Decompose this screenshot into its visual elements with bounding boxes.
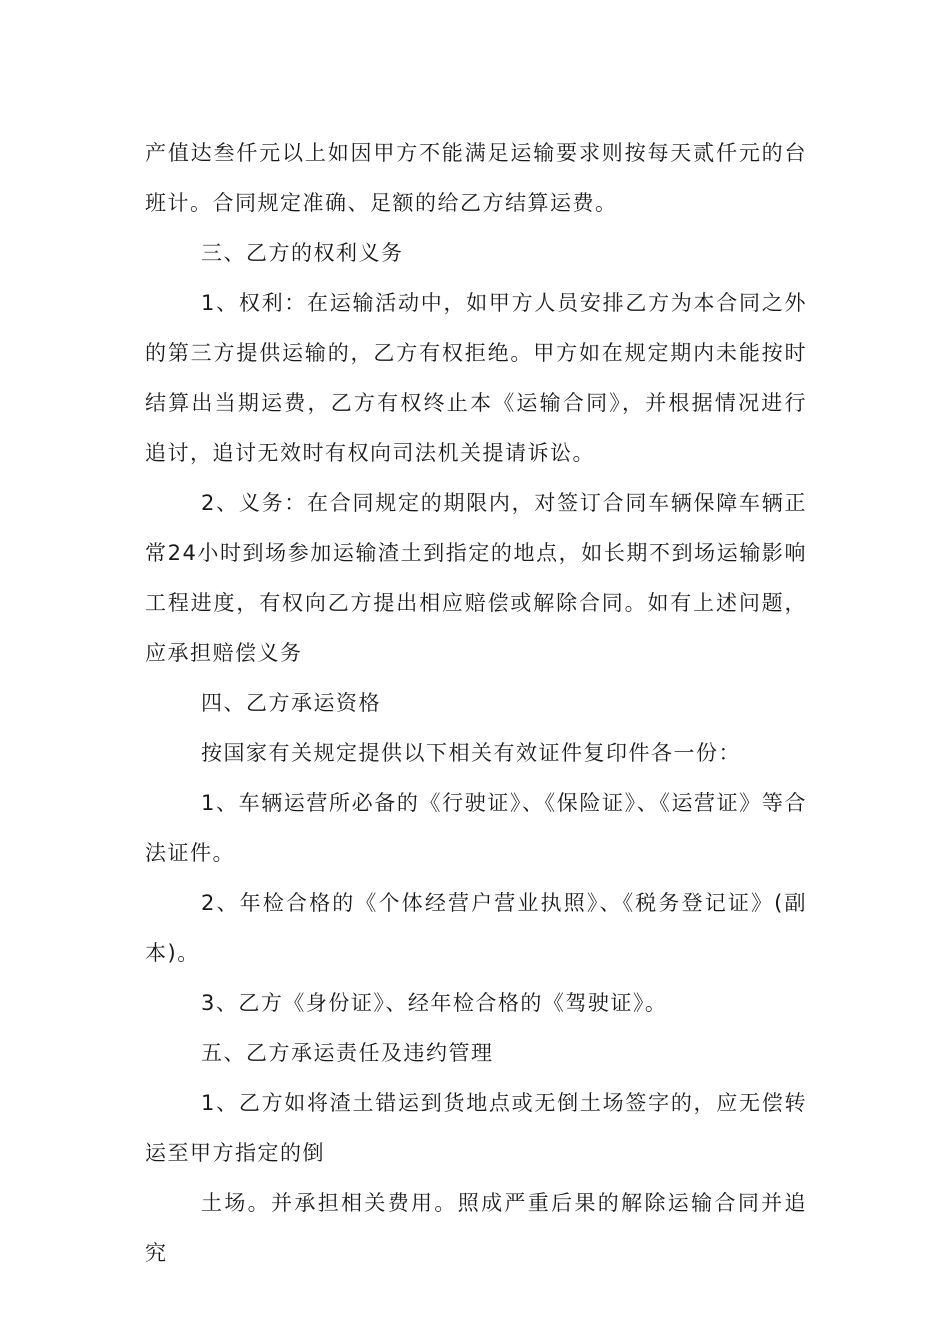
section-heading: 五、乙方承运责任及违约管理: [201, 1041, 494, 1065]
list-item: 2、年检合格的《个体经营户营业执照》、《税务登记证》(副本)。: [145, 891, 807, 965]
section-heading: 三、乙方的权利义务: [201, 241, 404, 265]
section-heading: 四、乙方承运资格: [201, 691, 381, 715]
paragraph: 产值达叁仟元以上如因甲方不能满足运输要求则按每天贰仟元的台班计。合同规定准确、足额的给乙方结算运费。: [145, 141, 807, 215]
list-item: 1、乙方如将渣土错运到货地点或无倒土场签字的，应无偿转运至甲方指定的倒: [145, 1091, 807, 1165]
list-item: 1、车辆运营所必备的《行驶证》、《保险证》、《运营证》等合法证件。: [145, 791, 807, 865]
paragraph: 1、权利：在运输活动中，如甲方人员安排乙方为本合同之外的第三方提供运输的，乙方有权拒绝。甲方如在规定期内未能按时结算出当期运费，乙方有权终止本《运输合同》，并根据情况进行追讨，追讨无效时有权向司法机关提请诉讼。: [145, 291, 807, 465]
paragraph: 2、义务：在合同规定的期限内，对签订合同车辆保障车辆正常24小时到场参加运输渣土到指定的地点，如长期不到场运输影响工程进度，有权向乙方提出相应赔偿或解除合同。如有上述问题，应承担赔偿义务: [145, 491, 807, 665]
paragraph: 按国家有关规定提供以下相关有效证件复印件各一份：: [201, 741, 741, 765]
paragraph: 土场。并承担相关费用。照成严重后果的解除运输合同并追究: [145, 1191, 807, 1265]
document-body: [145, 128, 807, 1278]
list-item: 3、乙方《身份证》、经年检合格的《驾驶证》。: [201, 991, 668, 1015]
